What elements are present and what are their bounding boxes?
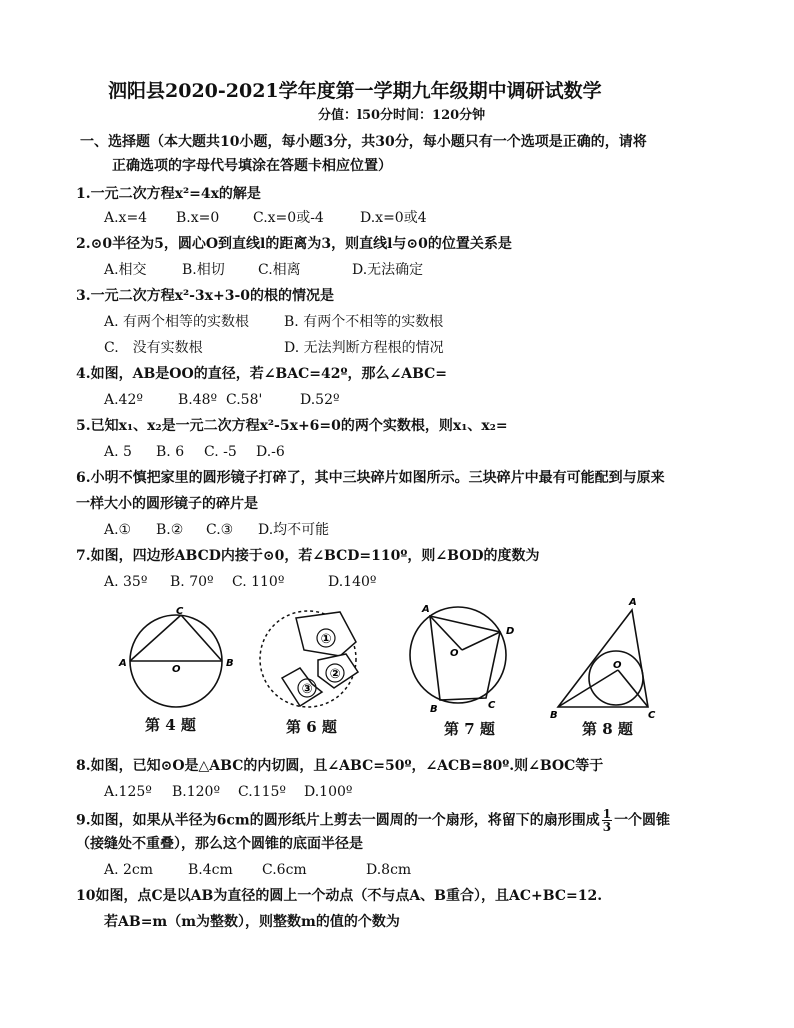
q8-option-a[interactable]: A.125º: [104, 784, 152, 800]
section-heading: 一、选择题（本大题共10小题，每小题3分，共30分，每小题只有一个选项是正确的，请将: [80, 134, 647, 150]
question-5-stem: 5.已知x₁、x₂是一元二次方程x²-5x+6=0的两个实数根，则x₁、x₂=: [76, 418, 508, 434]
fig6-label-3: ③: [301, 682, 313, 697]
fig4-label-b: B: [226, 658, 234, 669]
q4-option-c[interactable]: C.58': [226, 392, 263, 408]
q9-stem-part2: 一个圆锥: [614, 812, 671, 829]
q4-option-a[interactable]: A.42º: [104, 392, 143, 408]
figure-4-diagram: [130, 615, 222, 707]
question-9-stem: [76, 808, 670, 833]
q2-option-d[interactable]: D.无法确定: [352, 262, 424, 278]
figure-4-caption: 第 4 题: [145, 716, 196, 734]
q7-option-b[interactable]: B. 70º: [170, 574, 214, 590]
question-1-stem: 1.一元二次方程x²=4x的解是: [76, 186, 261, 202]
fig6-label-1: ①: [320, 632, 332, 647]
score-time-info: 分值：l50分时间：120分钟: [318, 108, 486, 123]
fig8-label-c: C: [648, 710, 656, 721]
q2-option-c[interactable]: C.相离: [258, 262, 301, 278]
fig7-label-b: B: [430, 704, 438, 715]
one-third-fraction: [602, 808, 612, 833]
question-2-stem: 2.⊙0半径为5，圆心O到直线l的距离为3，则直线l与⊙0的位置关系是: [76, 236, 512, 252]
fig6-label-2: ②: [329, 667, 341, 682]
q1-option-a[interactable]: A.x=4: [104, 210, 148, 226]
q8-option-d[interactable]: D.100º: [304, 784, 353, 800]
q3-option-c[interactable]: C. 没有实数根: [104, 340, 203, 356]
q1-option-b[interactable]: B.x=0: [176, 210, 220, 226]
q5-option-b[interactable]: B. 6: [156, 444, 185, 460]
fig4-label-a: A: [119, 658, 127, 669]
q6-option-b[interactable]: B.②: [156, 522, 184, 538]
q4-option-b[interactable]: B.48º: [178, 392, 218, 408]
q6-option-d[interactable]: D.均不可能: [258, 522, 330, 538]
q5-option-a[interactable]: A. 5: [104, 444, 132, 460]
q1-option-d[interactable]: D.x=0或4: [360, 210, 427, 226]
fig8-label-a: A: [629, 597, 637, 608]
figure-8-diagram: [558, 610, 648, 707]
q7-option-d[interactable]: D.140º: [328, 574, 377, 590]
q9-stem-part1: 9.如图，如果从半径为6cm的圆形纸片上剪去一圆周的一个扇形，将留下的扇形围成: [76, 812, 600, 829]
fig8-label-o: O: [613, 660, 622, 671]
section-heading-cont: 正确选项的字母代号填涂在答题卡相应位置）: [112, 158, 392, 174]
figure-6-caption: 第 6 题: [286, 718, 337, 736]
fig8-label-b: B: [550, 710, 558, 721]
q6-option-a[interactable]: A.①: [104, 522, 132, 538]
q9-option-a[interactable]: A. 2cm: [104, 862, 154, 878]
q3-option-d[interactable]: D. 无法判断方程根的情况: [284, 340, 444, 356]
question-6-stem-cont: 一样大小的圆形镜子的碎片是: [76, 496, 258, 512]
q5-option-d[interactable]: D.-6: [256, 444, 285, 460]
q7-option-a[interactable]: A. 35º: [104, 574, 148, 590]
question-4-stem: 4.如图，AB是OO的直径，若∠BAC=42º，那么∠ABC=: [76, 366, 448, 382]
question-10-stem: 10如图，点C是以AB为直径的圆上一个动点（不与点A、B重合），且AC+BC=12.: [76, 888, 603, 904]
fig7-label-c: C: [488, 700, 496, 711]
q1-option-c[interactable]: C.x=0或-4: [253, 210, 324, 226]
figure-7-caption: 第 7 题: [444, 720, 495, 738]
fig7-label-o: O: [450, 648, 459, 659]
fig7-label-d: D: [506, 626, 515, 637]
q3-option-a[interactable]: A. 有两个相等的实数根: [104, 314, 250, 330]
q9-option-c[interactable]: C.6cm: [262, 862, 307, 878]
q8-option-b[interactable]: B.120º: [172, 784, 221, 800]
question-6-stem: 6.小明不慎把家里的圆形镜子打碎了，其中三块碎片如图所示。三块碎片中最有可能配到与原来: [76, 470, 665, 486]
q9-option-d[interactable]: D.8cm: [366, 862, 412, 878]
page-title: 泗阳县2020-2021学年度第一学期九年级期中调研试数学: [108, 80, 602, 102]
fraction-denominator: 3: [602, 820, 612, 834]
q4-option-d[interactable]: D.52º: [300, 392, 340, 408]
q2-option-a[interactable]: A.相交: [104, 262, 147, 278]
question-10-stem-cont: 若AB=m（m为整数），则整数m的值的个数为: [104, 914, 400, 930]
fig4-label-c: C: [176, 606, 184, 617]
q6-option-c[interactable]: C.③: [206, 522, 234, 538]
q9-option-b[interactable]: B.4cm: [188, 862, 233, 878]
fig7-label-a: A: [422, 604, 430, 615]
q5-option-c[interactable]: C. -5: [204, 444, 237, 460]
question-9-stem-cont: （接缝处不重叠），那么这个圆锥的底面半径是: [76, 836, 363, 852]
question-3-stem: 3.一元二次方程x²-3x+3-0的根的情况是: [76, 288, 335, 304]
q8-option-c[interactable]: C.115º: [238, 784, 286, 800]
fraction-numerator: 1: [602, 807, 612, 821]
fig4-label-o: O: [172, 664, 181, 675]
q3-option-b[interactable]: B. 有两个不相等的实数根: [284, 314, 444, 330]
q2-option-b[interactable]: B.相切: [182, 262, 225, 278]
figure-8-caption: 第 8 题: [582, 720, 633, 738]
question-7-stem: 7.如图，四边形ABCD内接于⊙0，若∠BCD=110º，则∠BOD的度数为: [76, 548, 540, 564]
q7-option-c[interactable]: C. 110º: [232, 574, 285, 590]
question-8-stem: 8.如图，已知⊙O是△ABC的内切圆，且∠ABC=50º，∠ACB=80º.则∠BOC等于: [76, 758, 604, 774]
